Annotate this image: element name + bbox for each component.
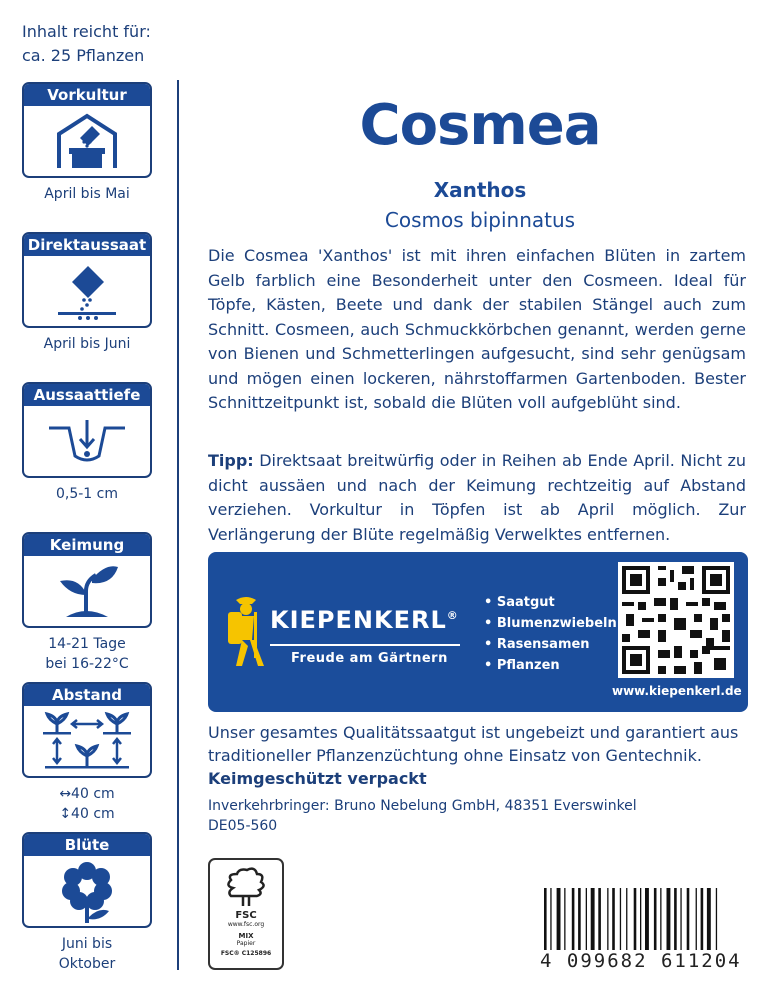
barcode-bar — [612, 888, 615, 950]
card-caption — [22, 784, 152, 824]
kiepenkerl-logo-figure-icon — [222, 594, 270, 666]
sowing-tip — [208, 449, 746, 547]
barcode-bar — [687, 888, 690, 950]
barcode-bar — [707, 888, 711, 950]
barcode-bar — [654, 888, 657, 950]
card-caption-line-2: Oktober — [58, 956, 116, 972]
brand-features — [484, 592, 617, 676]
card-bluete — [22, 832, 152, 928]
qr-code[interactable] — [618, 562, 734, 678]
card-title: Direktaussaat — [24, 234, 150, 256]
barcode-bar — [620, 888, 621, 950]
brand-rule — [270, 644, 460, 646]
fsc-site: www.fsc.org — [227, 921, 265, 928]
barcode-bar — [544, 888, 547, 950]
packed-notice: Keimgeschützt verpackt — [208, 769, 427, 788]
card-title: Aussaattiefe — [24, 384, 150, 406]
fsc-license: FSC® C125896 — [220, 950, 272, 957]
contents-line-2: ca. 25 Pflanzen — [22, 46, 145, 65]
distributor-text: Inverkehrbringer: Bruno Nebelung GmbH, 48351 Everswinkel — [208, 798, 637, 814]
fsc-tree-icon — [223, 866, 269, 906]
barcode-bar — [586, 888, 587, 950]
barcode-bar — [674, 888, 677, 950]
product-latin-name: Cosmos bipinnatus — [384, 208, 576, 232]
brand-website[interactable]: www.kiepenkerl.de — [612, 684, 742, 698]
card-caption: April bis Juni — [43, 336, 131, 352]
barcode-bar — [667, 888, 671, 950]
card-abstand — [22, 682, 152, 778]
feature-item: • Saatgut — [484, 595, 555, 610]
barcode-bar — [557, 888, 561, 950]
barcode-bar — [607, 888, 608, 950]
barcode-bar — [680, 888, 681, 950]
card-aussaattiefe — [22, 382, 152, 478]
brand-name — [270, 606, 459, 634]
quality-text: Unser gesamtes Qualitätssaatgut ist ungebeizt und garantiert aus traditioneller Pflanzenzüchtung ohne Einsatz von Gentechnik. — [208, 723, 739, 765]
card-caption — [22, 934, 152, 974]
barcode-bar — [701, 888, 704, 950]
seedling-icon — [52, 561, 122, 621]
barcode — [542, 888, 747, 950]
card-title: Vorkultur — [24, 84, 150, 106]
card-caption-line-1: ↔40 cm — [59, 786, 115, 802]
card-title: Keimung — [24, 534, 150, 556]
brand-registered-mark: ® — [446, 609, 459, 622]
barcode-digits: 4 099682 611204 — [540, 950, 742, 972]
card-title: Abstand — [24, 684, 150, 706]
barcode-bar — [578, 888, 581, 950]
card-caption: April bis Mai — [44, 186, 130, 202]
card-caption: 0,5-1 cm — [55, 486, 118, 502]
card-vorkultur — [22, 82, 152, 178]
distributor-info — [208, 796, 637, 836]
card-caption-line-2: bei 16-22°C — [45, 656, 129, 672]
card-keimung — [22, 532, 152, 628]
feature-item: • Blumenzwiebeln — [484, 616, 617, 631]
fsc-mix: MIX — [238, 932, 254, 940]
barcode-bar — [598, 888, 601, 950]
sowing-depth-icon — [47, 416, 127, 466]
card-caption-line-2: ↕40 cm — [59, 806, 115, 822]
card-title: Blüte — [24, 834, 150, 856]
seed-bag-sowing-icon — [52, 262, 122, 320]
qr-code-icon — [618, 562, 734, 678]
tip-label: Tipp: — [208, 451, 254, 470]
barcode-bar — [640, 888, 641, 950]
feature-item: • Pflanzen — [484, 658, 560, 673]
quality-notice — [208, 721, 748, 790]
distributor-code: DE05-560 — [208, 818, 278, 834]
contents-line-1: Inhalt reicht für: — [22, 22, 151, 41]
barcode-bar — [696, 888, 697, 950]
flower-icon — [57, 859, 117, 923]
barcode-bar — [550, 888, 551, 950]
product-description: Die Cosmea 'Xanthos' ist mit ihren einfachen Blüten in zartem Gelb farblich eine Besonderheit unter den Cosmeen. Ideal für Töpfe, Kästen, Beete und dank der stabilen Stängel auch zum Schnitt. Cosmeen, auch Schmuckkörbchen genannt, werden gerne von Bienen und Schmetterlingen aufgesucht, sind sehr genügsam und mögen einen lockeren, nährstoffarmen Gartenboden. Bester Schnittzeitpunkt ist, sobald die Blüten voll aufgeblüht sind. — [208, 246, 746, 412]
feature-item: • Rasensamen — [484, 637, 590, 652]
barcode-bar — [660, 888, 661, 950]
barcode-bar — [716, 888, 717, 950]
fsc-text: FSC — [235, 910, 257, 921]
fsc-label — [208, 858, 284, 970]
barcode-bar — [626, 888, 627, 950]
card-caption-line-1: 14-21 Tage — [48, 636, 126, 652]
greenhouse-sowing-icon — [54, 112, 120, 170]
column-divider — [177, 80, 179, 970]
barcode-bar — [634, 888, 637, 950]
barcode-bar — [564, 888, 565, 950]
tip-text: Direktsaat breitwürfig oder in Reihen ab Ende April. Nicht zu dicht aussäen und nach der Keimung rechtzeitig auf Abstand verziehen. Vorkultur in Töpfen ist ab April möglich. Zur Verlängerung der Blüte regelmäßig Verwelktes entfernen. — [208, 451, 746, 544]
brand-wordmark: KIEPENKERL — [270, 606, 447, 634]
contents-info — [22, 20, 151, 68]
barcode-bar — [591, 888, 595, 950]
card-caption — [22, 634, 152, 674]
product-title: Cosmea — [359, 93, 601, 158]
fsc-paper: Papier — [236, 940, 256, 947]
card-caption-line-1: Juni bis — [61, 936, 113, 952]
product-variety: Xanthos — [433, 178, 527, 202]
plant-spacing-icon — [39, 710, 135, 772]
card-direktaussaat — [22, 232, 152, 328]
brand-slogan: Freude am Gärtnern — [291, 651, 448, 666]
barcode-bar — [645, 888, 649, 950]
barcode-bar — [572, 888, 575, 950]
